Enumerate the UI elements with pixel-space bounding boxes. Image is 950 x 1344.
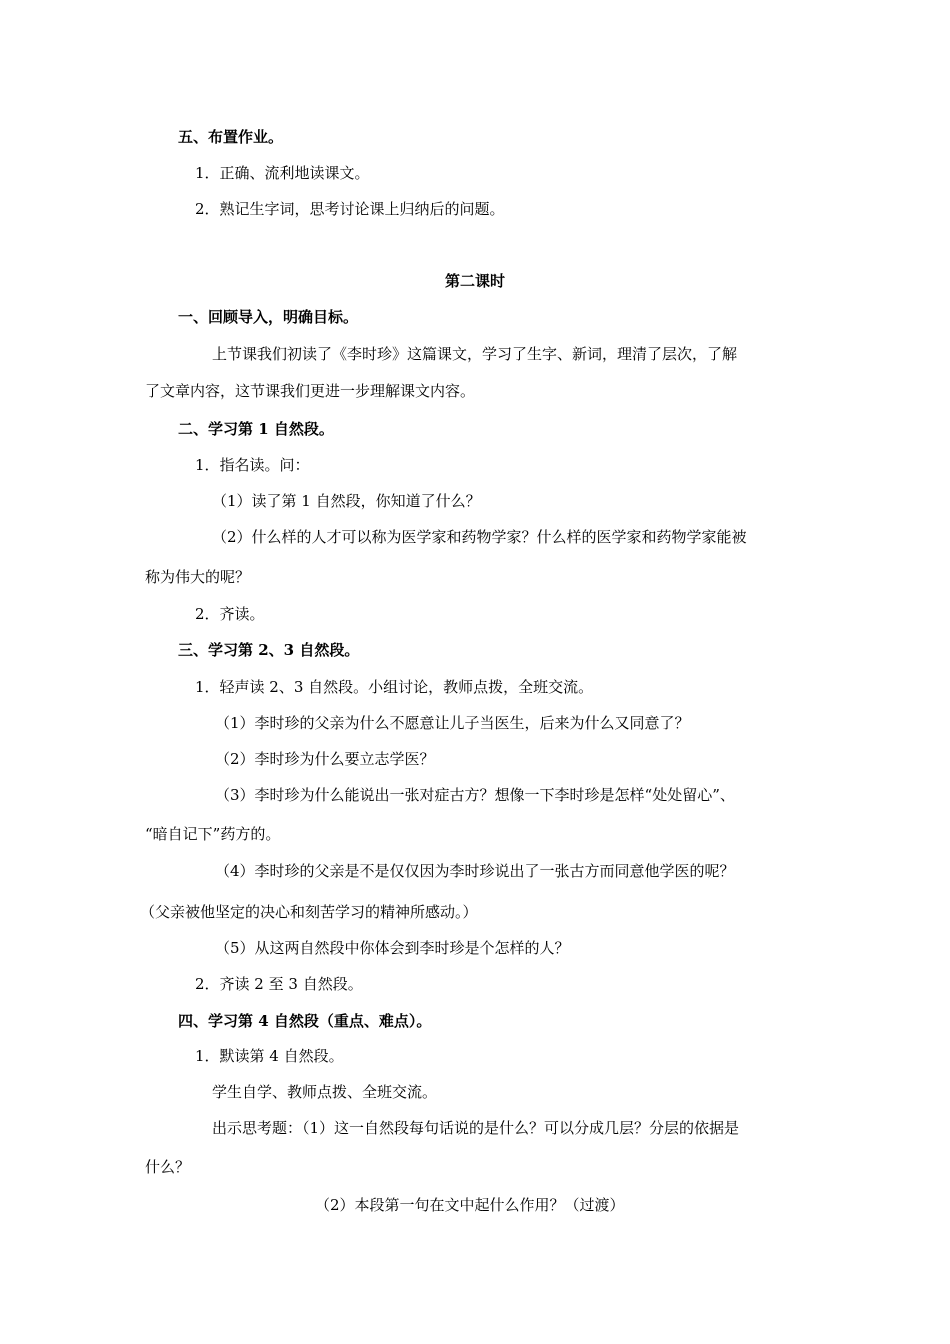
question-item: （5）从这两自然段中你体会到李时珍是个怎样的人？ — [215, 939, 570, 957]
paragraph-line: “暗自记下”药方的。 — [145, 825, 281, 843]
list-item: 1．默读第 4 自然段。 — [195, 1047, 344, 1065]
answer-note: （父亲被他坚定的决心和刻苦学习的精神所感动。） — [140, 903, 478, 921]
list-item: 2．熟记生字词，思考讨论课上归纳后的问题。 — [195, 200, 505, 218]
section-heading-4: 四、学习第 4 自然段（重点、难点）。 — [178, 1012, 432, 1030]
paragraph-line: 什么？ — [145, 1158, 191, 1176]
lesson-title: 第二课时 — [444, 272, 505, 290]
question-item: （2）李时珍为什么要立志学医？ — [215, 750, 435, 768]
question-item: （2）本段第一句在文中起什么作用？（过渡） — [315, 1196, 625, 1214]
section-heading-3: 三、学习第 2、3 自然段。 — [178, 641, 360, 659]
question-item: （2）什么样的人才可以称为医学家和药物学家？什么样的医学家和药物学家能被 — [212, 528, 747, 546]
list-item: 1．正确、流利地读课文。 — [195, 164, 370, 182]
section-heading-1: 一、回顾导入，明确目标。 — [178, 308, 359, 326]
paragraph-line: 了文章内容，这节课我们更进一步理解课文内容。 — [145, 382, 476, 400]
paragraph-line: 出示思考题：（1）这一自然段每句话说的是什么？可以分成几层？分层的依据是 — [212, 1119, 740, 1137]
paragraph-line: 学生自学、教师点拨、全班交流。 — [212, 1083, 438, 1101]
paragraph-line: 称为伟大的呢？ — [145, 568, 251, 586]
list-item: 2．齐读。 — [195, 605, 265, 623]
section-heading-2: 二、学习第 1 自然段。 — [178, 420, 334, 438]
section-heading-5: 五、布置作业。 — [178, 128, 284, 146]
question-item: （1）读了第 1 自然段，你知道了什么？ — [212, 492, 481, 510]
list-item: 1．指名读。问： — [195, 456, 310, 474]
paragraph-line: 上节课我们初读了《李时珍》这篇课文，学习了生字、新词，理清了层次，了解 — [212, 345, 738, 363]
question-item: （1）李时珍的父亲为什么不愿意让儿子当医生，后来为什么又同意了？ — [215, 714, 690, 732]
list-item: 2．齐读 2 至 3 自然段。 — [195, 975, 363, 993]
list-item: 1．轻声读 2、3 自然段。小组讨论，教师点拨，全班交流。 — [195, 678, 594, 696]
question-item: （4）李时珍的父亲是不是仅仅因为李时珍说出了一张古方而同意他学医的呢？ — [215, 862, 735, 880]
question-item: （3）李时珍为什么能说出一张对症古方？想像一下李时珍是怎样“处处留心”、 — [215, 786, 735, 804]
